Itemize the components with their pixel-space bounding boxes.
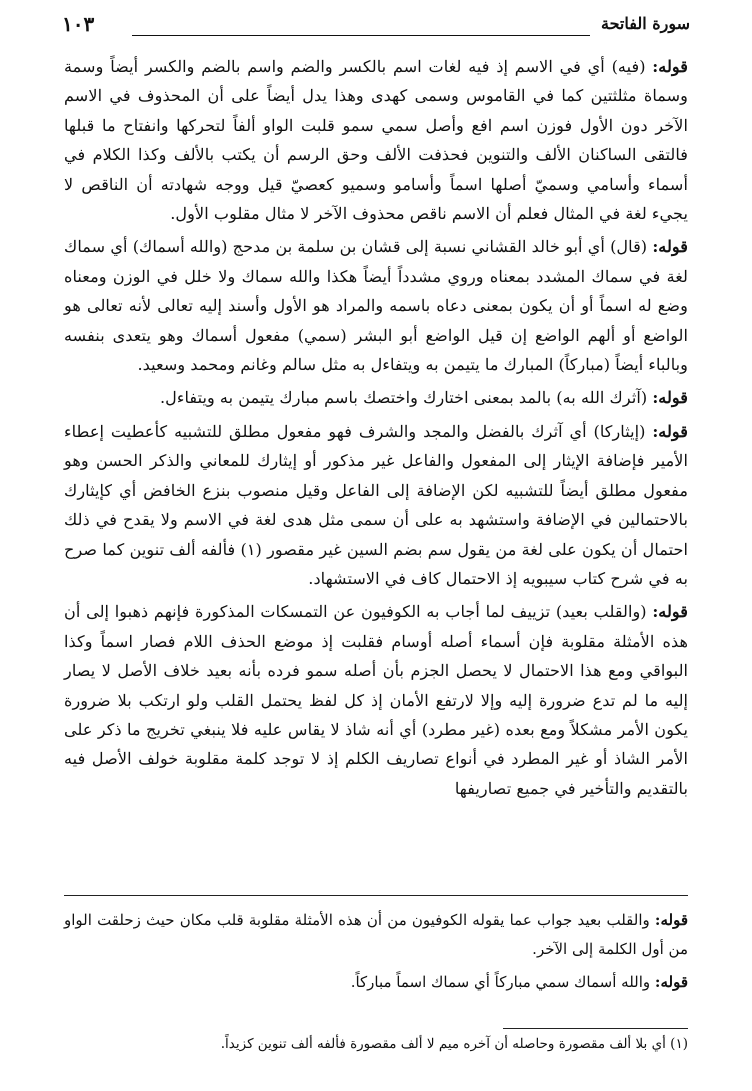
paragraph-text: (قال) أي أبو خالد القشاني نسبة إلى قشان بن سلمة بن مدحج (والله أسماك) أي سماك لغة في سماك المشدد بمعناه وروي مشدداً أيضاً هكذا والله سماك ولا خلل في الوزن ومعناه وضع له اسماً أو أن يكون بمعنى دعاه باسمه والمراد هو الأول وأسند إليه تعالى لأنه تعالى هو الواضع أو ألهم الواضع إن قيل الواضع أبو البشر (سمي) مفعول أسماك وهو يتعدى بنفسه وبالباء أيضاً (مباركاً) المبارك ما يتيمن به ويتفاءل به مثل سالم وغانم ومحمد وسعيد.	[64, 237, 688, 375]
margin-notes	[64, 906, 688, 1001]
page-header	[62, 14, 690, 44]
footnote: (١) أي بلا ألف مقصورة وحاصله أن آخره ميم لا ألف مقصورة فألفه ألف تنوين كزيداً.	[220, 1036, 688, 1052]
header-rule	[132, 35, 590, 36]
note-text: والقلب بعيد جواب عما يقوله الكوفيون من أن هذه الأمثلة مقلوبة قلب مكان حيث زحلقت الواو من أول الكلمة إلى الآخر.	[64, 911, 688, 958]
paragraph-lead: قوله:	[652, 602, 688, 622]
note-lead: قوله:	[654, 911, 688, 929]
paragraph	[64, 52, 688, 228]
chapter-title: سورة الفاتحة	[601, 14, 690, 33]
paragraph-text: (إيثاركا) أي آثرك بالفضل والمجد والشرف فهو مفعول مطلق للتشبيه كأعطيت إعطاء الأمير فإضافة الإيثار إلى المفعول والفاعل غير مذكور أو إيثارك للمعاني والذكر الحسن وهو مفعول مطلق أيضاً للتشبيه لكن الإضافة إلى الفاعل وقيل منصوب بنزع الخافض أي كإيثارك بالاحتمالين في الإضافة واستشهد به على أن سمى مثل هدى لغة في الاسم ولا يقدح في ذلك احتمال أن يكون على لغة من يقول سم بضم السين غير مقصور (١) فألفه ألف تنوين كما صرح به في شرح كتاب سيبويه إذ الاحتمال كاف في الاستشهاد.	[64, 421, 688, 588]
note	[64, 968, 688, 997]
paragraph	[64, 232, 688, 379]
paragraph	[64, 597, 688, 803]
paragraph-text: (والقلب بعيد) تزييف لما أجاب به الكوفيون عن التمسكات المذكورة فإنهم ذهبوا إلى أن هذه الأمثلة مقلوبة فإن أسماء أصله أوسام فقلبت إذ موضع الحذف اللام فصار اسماً وكذا البواقي ومع هذا الاحتمال لا يحصل الجزم بأن أصله سمو فرده بأنه بعيد خلاف الأصل لا يصار إليه ما لم تدع ضرورة إليه وإلا لارتفع الأمان إذ كل لفظ يحتمل القلب ولو ارتكب بلا ضرورة يكون الأمر مشكلاً ومع بعده (غير مطرد) أي أنه شاذ لا يقاس عليه فلا ينبغي تخريج ما ذكر على الأمر الشاذ أو غير المطرد في أنواع تصاريف الكلم إذ لا توجد كلمة مقلوبة خولف الأصل فيه بالتقديم والتأخير في جميع تصاريفها	[64, 602, 688, 798]
paragraph-lead: قوله:	[652, 57, 688, 76]
paragraph-lead: قوله:	[652, 237, 688, 257]
note	[64, 906, 688, 964]
paragraph	[64, 383, 688, 412]
footnote-rule	[503, 1028, 688, 1029]
paragraph-lead: قوله:	[652, 421, 688, 441]
note-lead: قوله:	[654, 973, 688, 991]
paragraph	[64, 417, 688, 593]
notes-divider	[64, 895, 688, 896]
paragraph-text: (فيه) أي في الاسم إذ فيه لغات اسم بالكسر والضم واسم بالضم والكسر أيضاً وسمة وسماة مثلثتين كما في القاموس وسمى كهدى وهذا يدل أيضاً على أن المحذوف في الاسم الآخر دون الأول فوزن اسم افع وأصل سمي سمو قلبت الواو ألفاً لتحركها وانفتاح ما قبلها فالتقى الساكنان الألف والتنوين فحذفت الألف وحق الرسم أن يكتب بالألف وكذا الكلام في أسماء وأسامي وسميّ أصلها اسماً وأسامو وسميو كعصيّ قيل ووجه شهادته أن الناقص لا يجيء لغة في المثال فعلم أن الاسم ناقص محذوف الآخر لا مثال مقلوب الأول.	[64, 57, 688, 224]
paragraph-text: (آثرك الله به) بالمد بمعنى اختارك واختصك باسم مبارك يتيمن به ويتفاءل.	[159, 388, 648, 408]
page-number: ١٠٣	[62, 12, 95, 36]
main-text	[64, 52, 688, 807]
paragraph-lead: قوله:	[652, 388, 688, 408]
note-text: والله أسماك سمي مباركاً أي سماك اسماً مباركاً.	[350, 973, 651, 991]
